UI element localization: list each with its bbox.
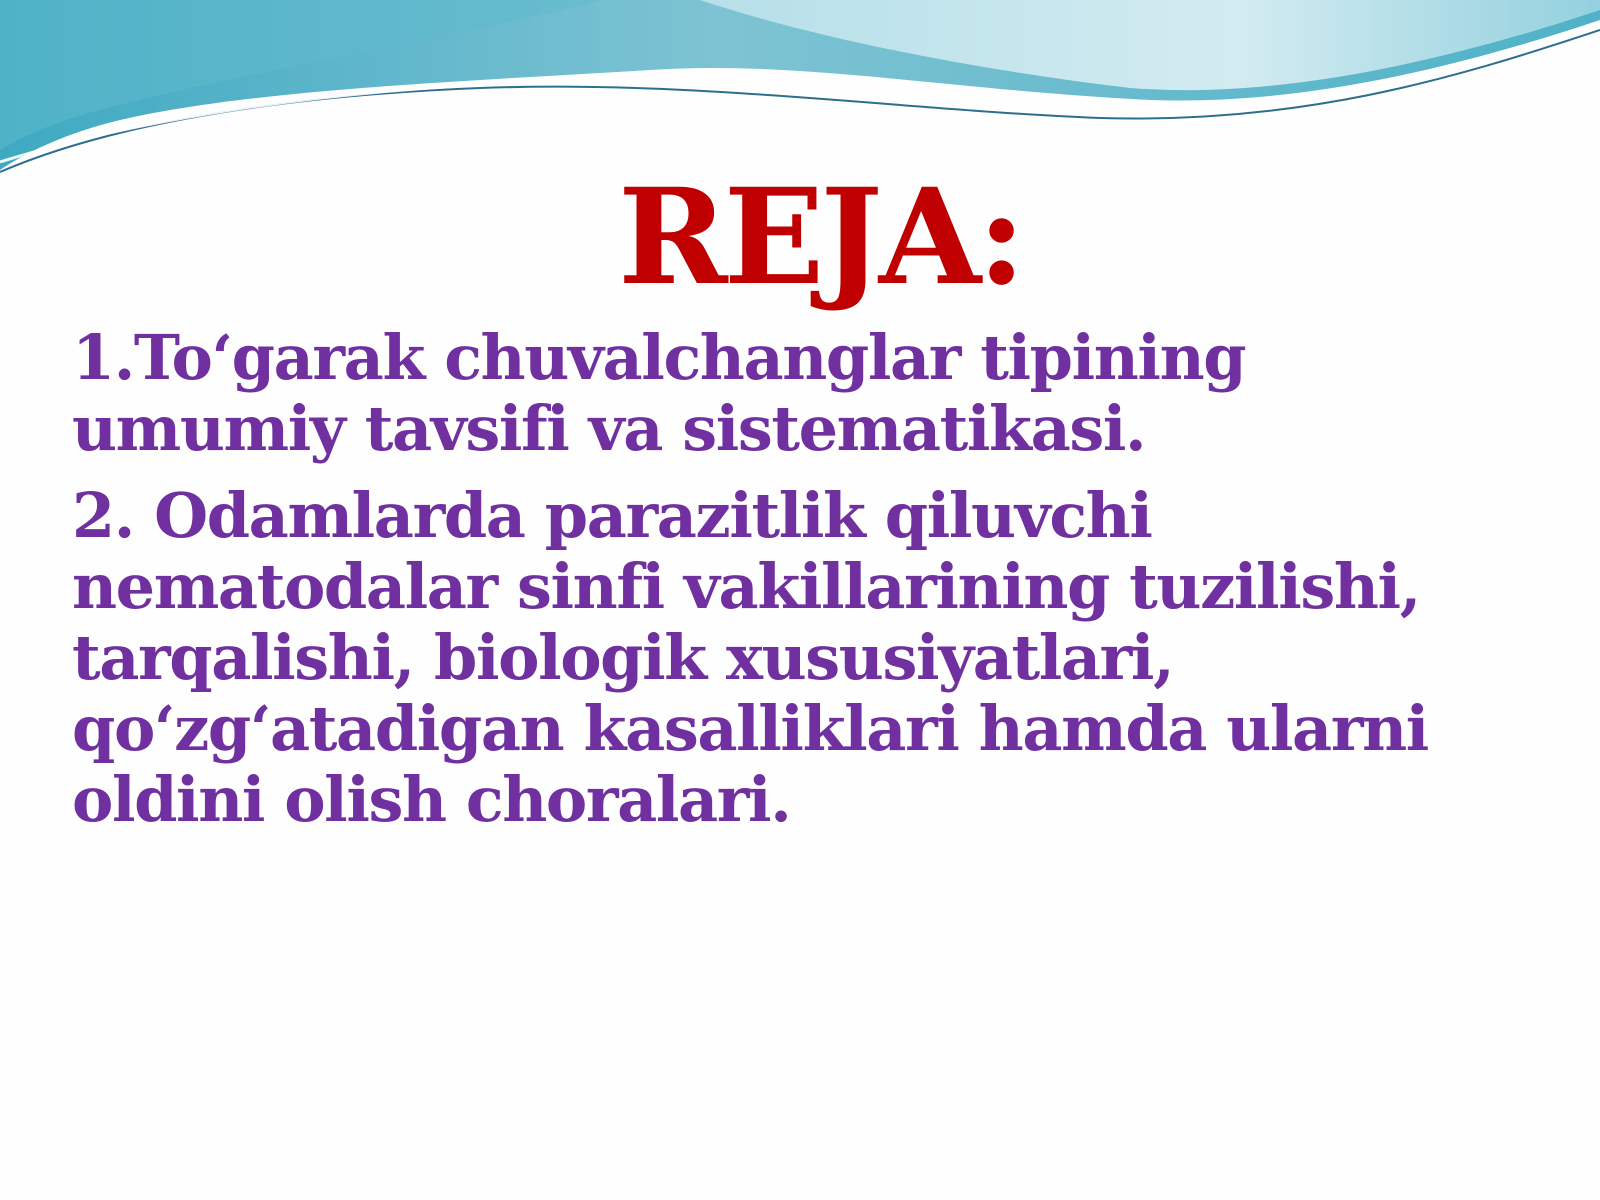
plan-item-2: 2. Odamlarda parazitlik qiluvchi nematodalar sinfi vakillarining tuzilishi, tarqalishi, biologik xususiyatlari, qo‘zg‘atadigan kasalliklari hamda ularni oldini olish choralari. [72, 479, 1428, 836]
plan-list [72, 322, 1572, 851]
slide-title: REJA: [618, 160, 1022, 315]
plan-item-1: 1.To‘garak chuvalchanglar tipining umumiy tavsifi va sistematikasi. [72, 321, 1246, 465]
